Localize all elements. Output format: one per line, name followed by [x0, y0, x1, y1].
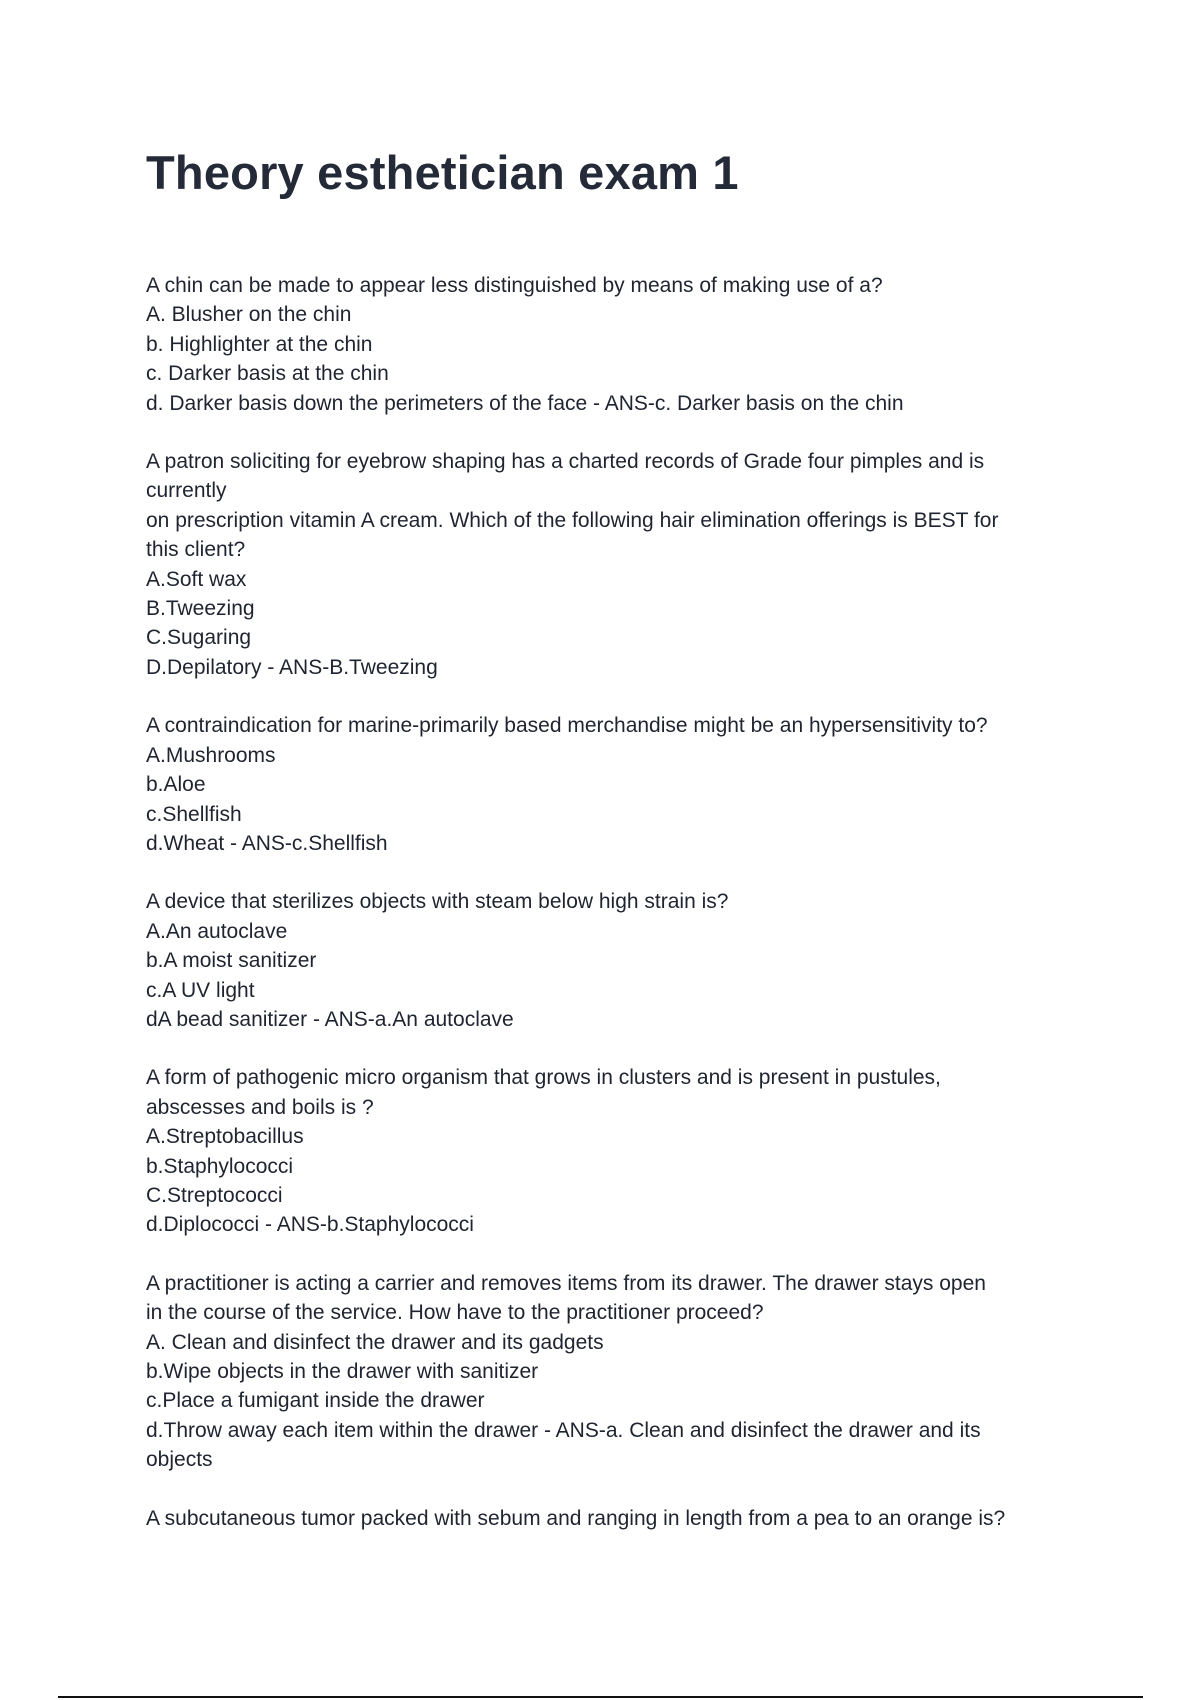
question-line: d.Diplococci - ANS-b.Staphylococci — [146, 1213, 474, 1237]
question-line: d.Wheat - ANS-c.Shellfish — [146, 831, 388, 855]
question-line: abscesses and boils is ? — [146, 1095, 374, 1119]
question-line: b. Highlighter at the chin — [146, 332, 373, 356]
question-line: A.Streptobacillus — [146, 1125, 304, 1149]
question-block — [146, 1269, 1066, 1475]
question-line: A.Soft wax — [146, 567, 247, 591]
questions-list — [146, 271, 1066, 1562]
question-block — [146, 447, 1066, 682]
question-line: b.Wipe objects in the drawer with sanitizer — [146, 1360, 539, 1383]
question-line: d.Throw away each item within the drawer - ANS-a. Clean and disinfect the drawer and its — [146, 1418, 981, 1442]
question-text: A device that sterilizes objects with steam below high strain is? — [146, 890, 729, 914]
question-line: currently — [146, 479, 227, 503]
question-block — [146, 887, 1066, 1034]
document-title: Theory esthetician exam 1 — [146, 146, 739, 199]
question-text: A subcutaneous tumor packed with sebum and ranging in length from a pea to an orange is? — [146, 1506, 1006, 1530]
question-line: in the course of the service. How have to the practitioner proceed? — [146, 1301, 764, 1325]
question-text: A contraindication for marine-primarily based merchandise might be an hypersensitivity to? — [146, 714, 988, 738]
question-line: A.Mushrooms — [146, 743, 276, 767]
question-line: b.Aloe — [146, 773, 206, 797]
question-line: c.Shellfish — [146, 802, 242, 826]
question-block — [146, 1504, 1066, 1533]
footer-divider — [58, 1696, 1143, 1698]
question-line: c.Place a fumigant inside the drawer — [146, 1389, 485, 1413]
question-line: this client? — [146, 538, 246, 562]
question-block — [146, 711, 1066, 858]
question-line: objects — [146, 1448, 213, 1472]
question-line: D.Depilatory - ANS-B.Tweezing — [146, 655, 438, 679]
question-line: b.A moist sanitizer — [146, 949, 317, 973]
question-line: A. Blusher on the chin — [146, 303, 352, 327]
question-block — [146, 1063, 1066, 1239]
question-line: C.Sugaring — [146, 626, 252, 650]
question-block — [146, 271, 1066, 418]
question-line: A.An autoclave — [146, 919, 288, 943]
question-line: d. Darker basis down the perimeters of the face - ANS-c. Darker basis on the chin — [146, 391, 904, 415]
question-text: A form of pathogenic micro organism that grows in clusters and is present in pustules, — [146, 1066, 941, 1090]
question-text: A practitioner is acting a carrier and removes items from its drawer. The drawer stays open — [146, 1271, 986, 1295]
question-line: A. Clean and disinfect the drawer and its gadgets — [146, 1330, 604, 1354]
question-line: on prescription vitamin A cream. Which of the following hair elimination offerings is BEST for — [146, 508, 999, 532]
question-line: c. Darker basis at the chin — [146, 362, 389, 386]
question-line: B.Tweezing — [146, 597, 255, 621]
question-line: c.A UV light — [146, 978, 255, 1002]
question-line: b.Staphylococci — [146, 1154, 294, 1178]
question-line: dA bead sanitizer - ANS-a.An autoclave — [146, 1007, 514, 1031]
question-text: A chin can be made to appear less distinguished by means of making use of a? — [146, 274, 883, 297]
question-line: C.Streptococci — [146, 1183, 283, 1207]
question-text: A patron soliciting for eyebrow shaping has a charted records of Grade four pimples and is — [146, 450, 985, 474]
